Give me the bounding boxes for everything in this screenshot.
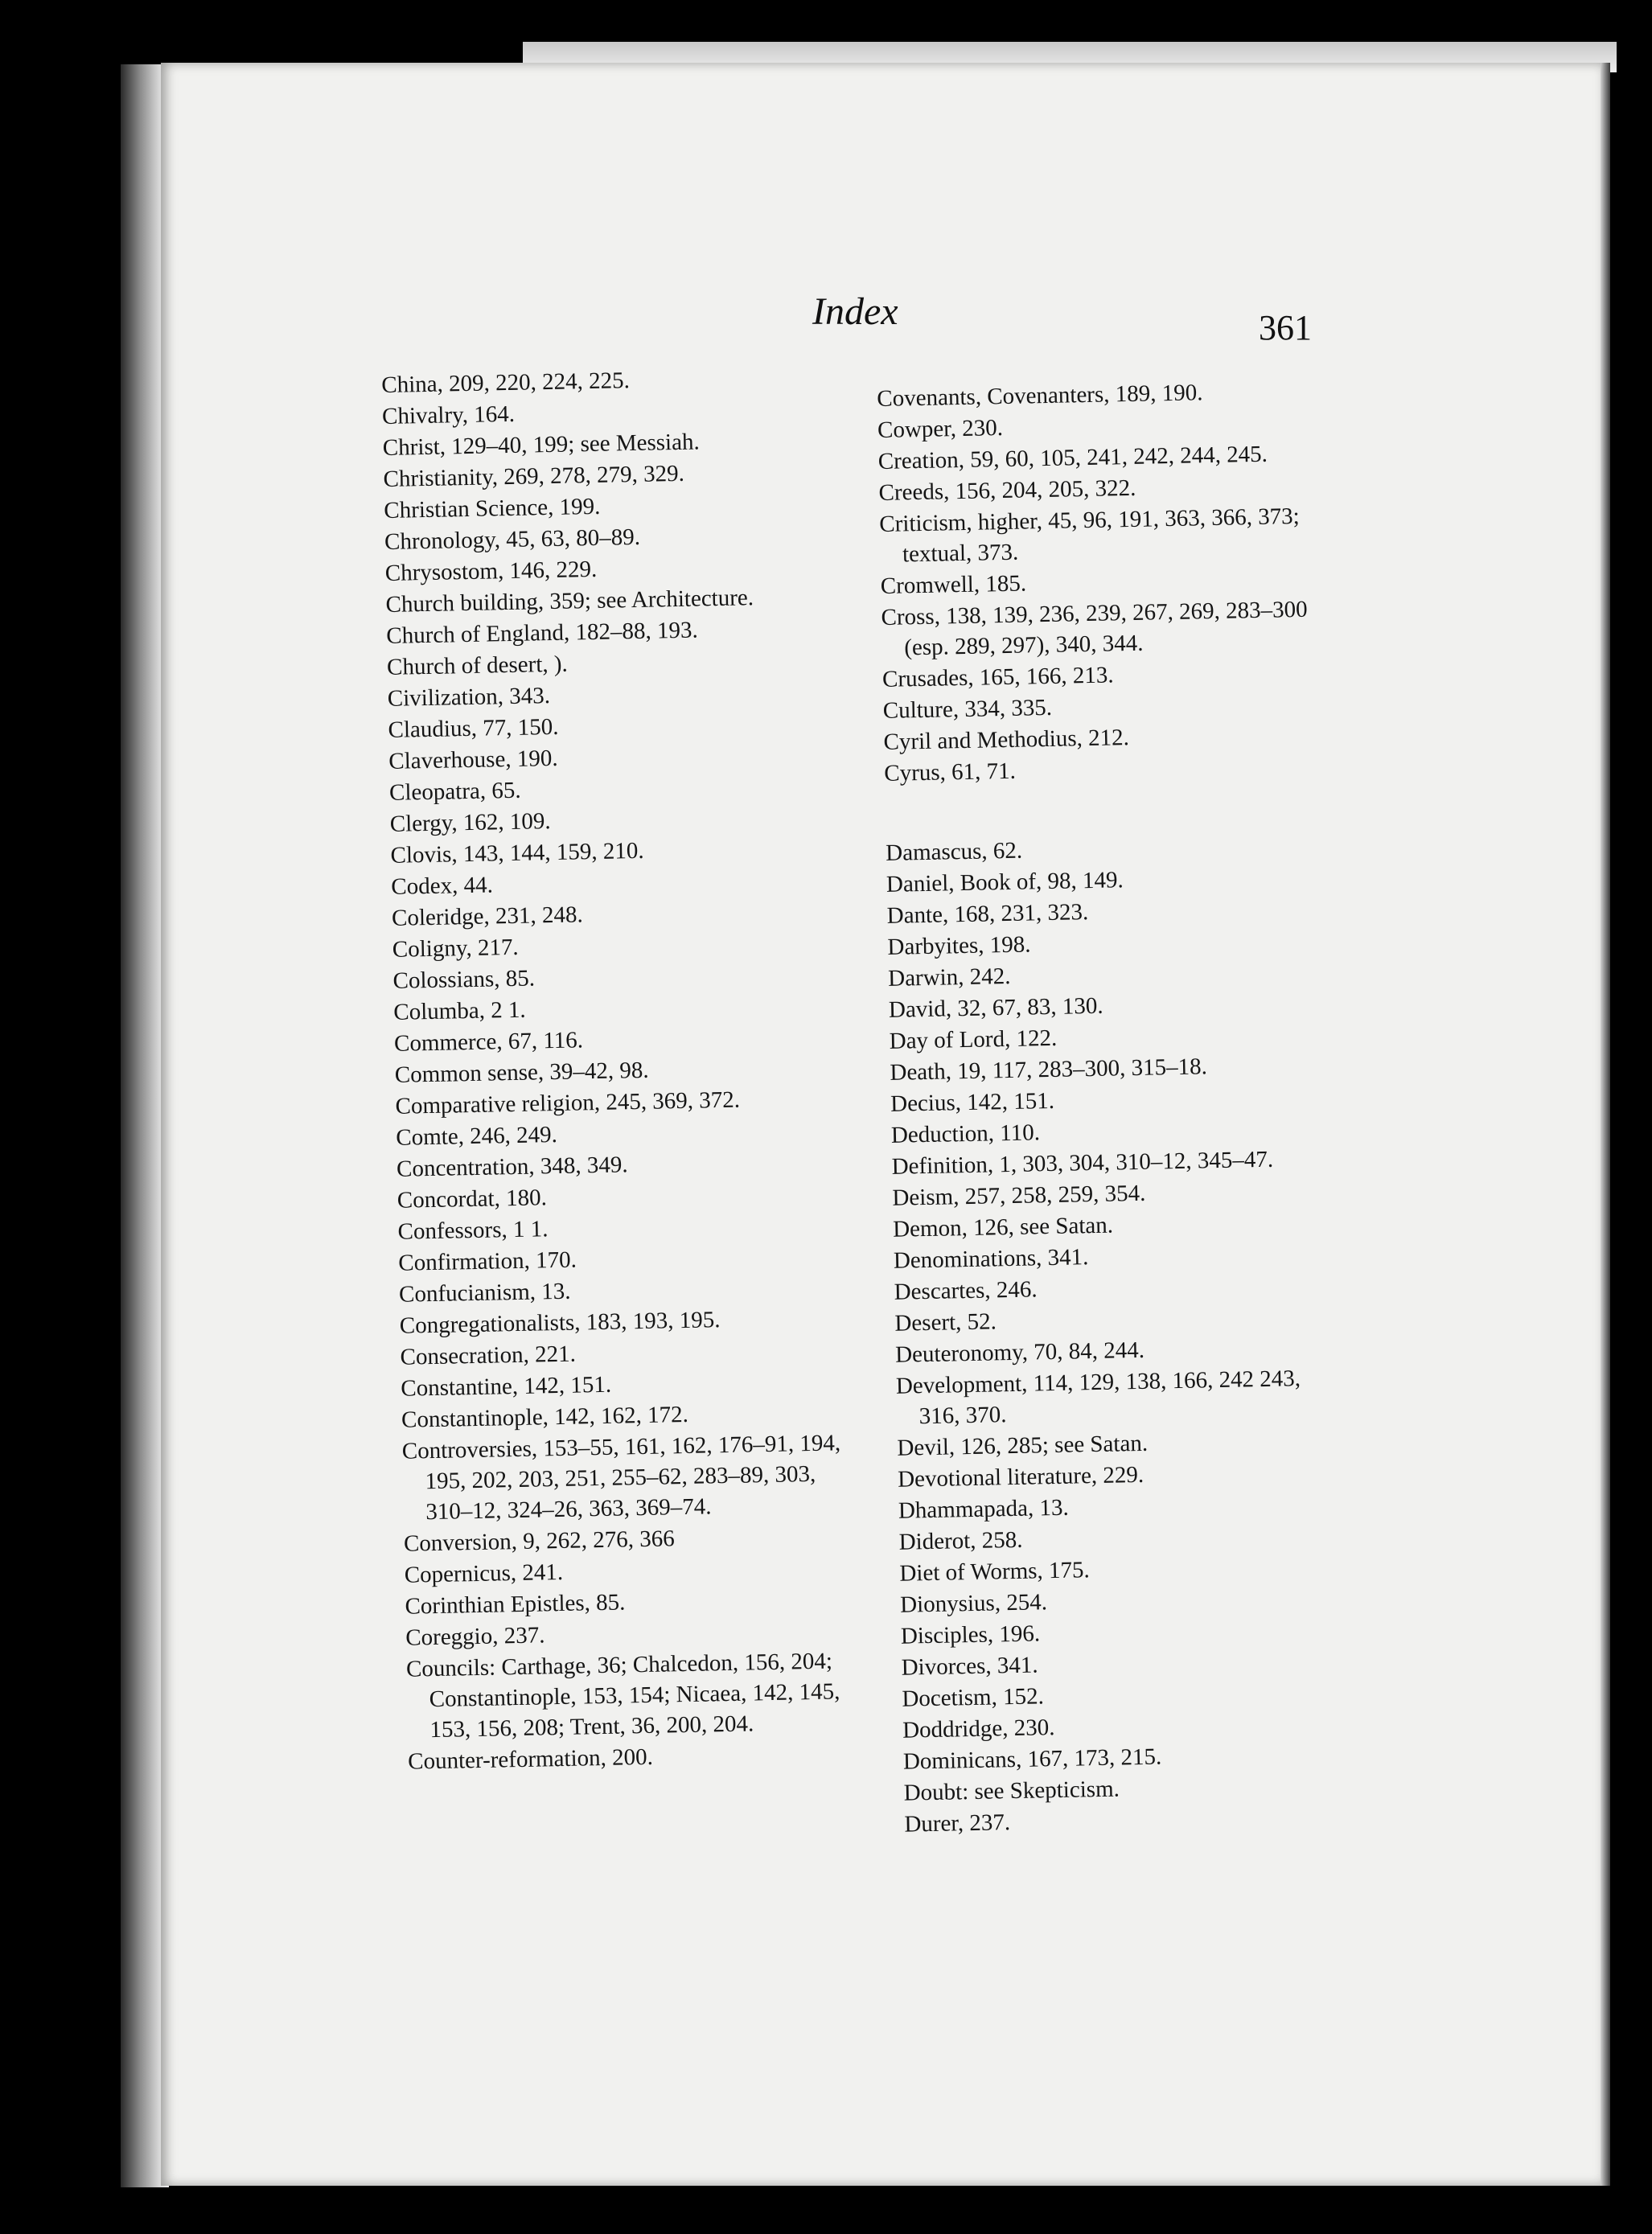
index-entry: Constantinople, 142, 162, 172. [401,1401,689,1433]
index-entry: Claudius, 77, 150. [388,713,559,743]
index-entry: Deuteronomy, 70, 84, 244. [894,1337,1145,1368]
index-entry: Diet of Worms, 175. [899,1557,1091,1587]
index-entry: Chrysostom, 146, 229. [384,556,598,586]
index-entry: Congregationalists, 183, 193, 195. [399,1307,721,1339]
index-entry: Cyril and Methodius, 212. [883,725,1130,755]
index-entry: Creeds, 156, 204, 205, 322. [878,474,1136,506]
index-entry: Cromwell, 185. [880,570,1027,599]
index-entry: Concordat, 180. [397,1185,548,1214]
index-entry: Christ, 129–40, 199; see Messiah. [382,429,701,461]
index-entry: Denominations, 341. [893,1244,1089,1274]
index-entry: Church building, 359; see Architecture. [385,585,754,618]
index-entry: Controversies, 153–55, 161, 162, 176–91, 194, 195, 202, 203, 251, 255–62, 283–89, 303, 310–12, 324–26, 363, 369–74. [401,1430,841,1526]
index-entry: Dante, 168, 231, 323. [886,899,1089,929]
index-entry: Covenants, Covenanters, 189, 190. [877,380,1203,412]
index-entry: Damascus, 62. [885,837,1023,866]
index-entry: Christian Science, 199. [384,493,601,524]
index-entry: Divorces, 341. [901,1652,1038,1681]
section-gap [885,781,1336,838]
index-entry: Deduction, 110. [890,1119,1041,1148]
index-entry: Concentration, 348, 349. [396,1152,628,1182]
index-entry: Desert, 52. [894,1308,997,1337]
index-entry: Comparative religion, 245, 369, 372. [395,1086,741,1119]
index-entry: Cyrus, 61, 71. [884,758,1017,786]
index-entry: China, 209, 220, 224, 225. [381,368,631,398]
index-entry: Durer, 237. [904,1809,1011,1838]
index-entry: Copernicus, 241. [404,1558,564,1588]
index-entry: David, 32, 67, 83, 130. [888,992,1103,1023]
index-entry: Devil, 126, 285; see Satan. [897,1430,1149,1461]
index-entry: Chronology, 45, 63, 80–89. [384,524,641,555]
index-entry: Dionysius, 254. [899,1589,1048,1618]
index-entry: Descartes, 246. [894,1276,1038,1305]
index-entry: Docetism, 152. [902,1683,1045,1712]
index-entry: Comte, 246, 249. [396,1121,558,1151]
index-entry: Corinthian Epistles, 85. [405,1589,626,1620]
index-entry: Confirmation, 170. [398,1246,577,1276]
index-entry: Confucianism, 13. [398,1278,571,1308]
index-entry: Development, 114, 129, 138, 166, 242 243, 316, 370. [895,1365,1301,1430]
index-entry: Creation, 59, 60, 105, 241, 242, 244, 245. [877,441,1268,474]
index-column-right [877,375,1355,1840]
index-entry: Codex, 44. [391,872,494,900]
index-entry: Colossians, 85. [392,965,536,994]
index-entry: Culture, 334, 335. [882,694,1053,724]
index-column-left [381,361,859,1777]
index-entry: Cowper, 230. [877,414,1004,443]
index-entry: Clovis, 143, 144, 159, 210. [390,837,644,869]
index-entry: Daniel, Book of, 98, 149. [886,867,1124,897]
index-entry: Devotional literature, 229. [897,1461,1144,1493]
index-entry: Death, 19, 117, 283–300, 315–18. [890,1053,1208,1086]
index-entry: Counter-reformation, 200. [407,1743,654,1775]
index-entry: Clergy, 162, 109. [389,808,551,837]
index-entry: Commerce, 67, 116. [393,1027,584,1057]
index-entry: Doddridge, 230. [902,1715,1055,1743]
index-entry: Consecration, 221. [400,1341,577,1370]
index-entry: Church of desert, ). [386,651,569,680]
index-entry: Christianity, 269, 278, 279, 329. [383,460,685,492]
index-entry: Coreggio, 237. [405,1622,545,1651]
index-entry: Day of Lord, 122. [889,1025,1058,1054]
index-entry: Church of England, 182–88, 193. [386,617,699,649]
index-entry: Demon, 126, see Satan. [892,1212,1114,1242]
index-entry: Confessors, 1 1. [397,1216,549,1245]
index-entry: Doubt: see Skepticism. [903,1776,1120,1806]
index-entry: Diderot, 258. [898,1526,1023,1555]
book-page [161,63,1601,2186]
index-entry: Columba, 2 1. [393,996,526,1025]
index-entry: Criticism, higher, 45, 96, 191, 363, 366, 373; textual, 373. [879,503,1301,568]
index-entry: Chivalry, 164. [381,400,516,429]
index-entry: Crusades, 165, 166, 213. [881,662,1114,692]
index-entry: Conversion, 9, 262, 276, 366 [403,1526,675,1557]
index-entry: Councils: Carthage, 36; Chalcedon, 156, 204; Constantinople, 153, 154; Nicaea, 142, 145, 153, 156, 208; Trent, 36, 200, 204. [405,1648,840,1743]
index-entry: Disciples, 196. [900,1620,1041,1649]
index-entry: Constantine, 142, 151. [401,1371,612,1402]
index-entry: Cleopatra, 65. [388,777,521,806]
index-entry: Coligny, 217. [392,934,519,963]
index-entry: Decius, 142, 151. [890,1087,1055,1117]
page-right-edge [1601,63,1610,2186]
index-entry: Civilization, 343. [387,683,551,712]
page-number: 361 [1259,308,1312,347]
index-entry: Cross, 138, 139, 236, 239, 267, 269, 283–300 (esp. 289, 297), 340, 344. [881,596,1308,661]
index-entry: Common sense, 39–42, 98. [394,1057,649,1088]
index-entry: Deism, 257, 258, 259, 354. [892,1180,1146,1211]
index-entry: Dhammapada, 13. [898,1494,1069,1524]
index-entry: Claverhouse, 190. [388,745,558,774]
index-entry: Definition, 1, 303, 304, 310–12, 345–47. [891,1146,1274,1180]
index-entry: Dominicans, 167, 173, 215. [902,1743,1162,1775]
index-entry: Darwin, 242. [887,963,1011,992]
page-title: Index [812,290,898,333]
index-entry: Darbyites, 198. [887,931,1031,960]
index-entry: Coleridge, 231, 248. [391,901,583,931]
